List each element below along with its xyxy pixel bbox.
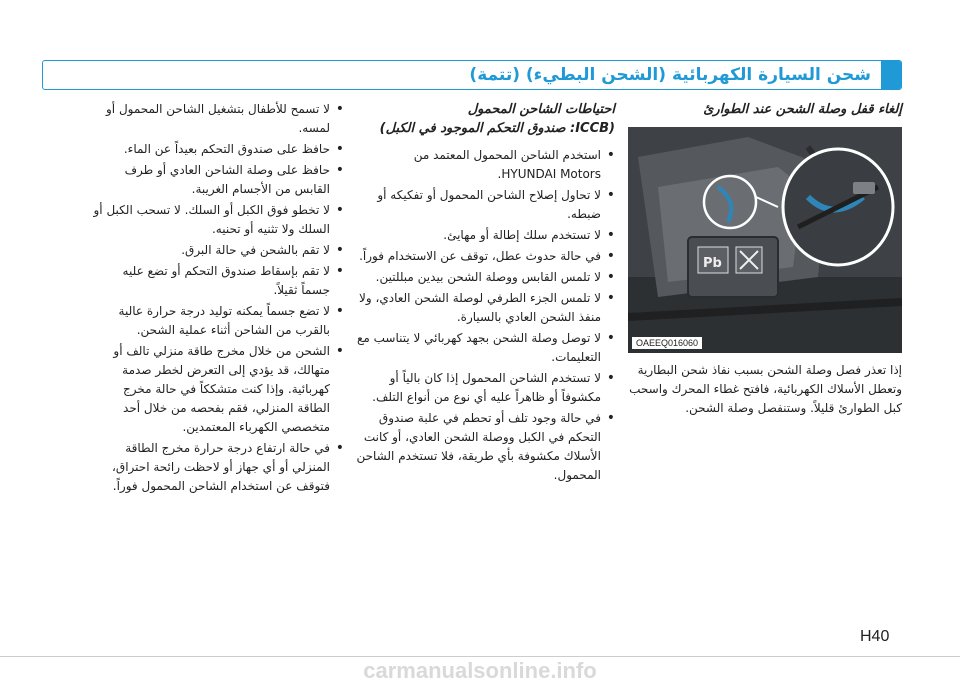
list-item: • استخدم الشاحن المحمول المعتمد من HYUNDAI Motors. <box>355 146 615 184</box>
list-item: • في حالة وجود تلف أو تحطم في علبة صندوق التحكم في الكبل ووصلة الشحن العادي، أو كانت الأسلاك مكشوفة بأي طريقة، فلا تستخدم الشاحن المحمول. <box>355 409 615 485</box>
list-item: • حافظ على صندوق التحكم بعيداً عن الماء. <box>92 140 344 159</box>
emergency-unlock-heading: إلغاء قفل وصلة الشحن عند الطوارئ <box>703 102 902 117</box>
pb-label: Pb <box>703 256 722 271</box>
list-item: • لا تضع جسماً يمكنه توليد درجة حرارة عالية بالقرب من الشاحن أثناء عملية الشحن. <box>92 302 344 340</box>
middle-column <box>355 100 615 487</box>
watermark: carmanualsonline.info <box>363 658 597 683</box>
portable-charger-precautions <box>355 146 615 485</box>
page-number: H40 <box>860 628 890 645</box>
list-item: • لا توصل وصلة الشحن بجهد كهربائي لا يتناسب مع التعليمات. <box>355 329 615 367</box>
engine-bay-photo <box>628 127 902 353</box>
list-item: • لا تحاول إصلاح الشاحن المحمول أو تفكيكه أو ضبطه. <box>355 186 615 224</box>
right-column <box>628 100 902 418</box>
footer-divider <box>0 656 960 657</box>
list-item: • لا تستخدم الشاحن المحمول إذا كان بالياً أو مكشوفاً أو ظاهراً عليه أي نوع من أنواع التلف. <box>355 369 615 407</box>
portable-charger-heading <box>355 100 615 138</box>
emergency-unlock-text: إذا تعذر فصل وصلة الشحن بسبب نفاذ شحن البطارية وتعطل الأسلاك الكهربائية، فافتح غطاء المحرك واسحب كبل الطوارئ قليلاً. وستنفصل وصلة الشحن. <box>629 363 902 415</box>
section-header <box>42 60 902 90</box>
list-item: • لا تقم بالشحن في حالة البرق. <box>92 241 344 260</box>
list-item: • لا تلمس الجزء الطرفي لوصلة الشحن العادي، ولا منفذ الشحن العادي بالسيارة. <box>355 289 615 327</box>
header-marker <box>881 61 901 89</box>
list-item: • في حالة حدوث عطل، توقف عن الاستخدام فوراً. <box>355 247 615 266</box>
charger-safety-list <box>92 100 344 496</box>
list-item: • لا تلمس القابس ووصلة الشحن بيدين مبللتين. <box>355 268 615 287</box>
list-item: • لا تقم بإسقاط صندوق التحكم أو تضع عليه جسماً ثقيلاً. <box>92 262 344 300</box>
list-item: • لا تسمح للأطفال بتشغيل الشاحن المحمول أو لمسه. <box>92 100 344 138</box>
photo-code: OAEEQ016060 <box>632 337 702 349</box>
list-item: • حافظ على وصلة الشاحن العادي أو طرف القابس من الأجسام الغريبة. <box>92 161 344 199</box>
list-item: • لا تستخدم سلك إطالة أو مهايئ. <box>355 226 615 245</box>
left-column <box>92 100 344 498</box>
section-title: شحن السيارة الكهربائية (الشحن البطيء) (تتمة) <box>469 65 871 85</box>
portable-charger-heading-line1: احتياطات الشاحن المحمول <box>467 102 615 117</box>
list-item: • لا تخطو فوق الكبل أو السلك. لا تسحب الكبل أو السلك ولا تثنيه أو تحنيه. <box>92 201 344 239</box>
list-item: • في حالة ارتفاع درجة حرارة مخرج الطاقة المنزلي أو أي جهاز أو لاحظت رائحة احتراق، فتوقف عن استخدام الشاحن المحمول فوراً. <box>92 439 344 496</box>
engine-bay-illustration <box>628 127 902 353</box>
portable-charger-heading-line2: (ICCB: صندوق التحكم الموجود في الكبل) <box>379 121 615 136</box>
list-item: • الشحن من خلال مخرج طاقة منزلي تالف أو متهالك، قد يؤدي إلى التعرض لخطر صدمة كهربائية. وإذا كنت متشككاً في حالة مخرج الطاقة المنزلي، فقم بفحصه من خلال أحد متخصصي الكهرباء المعتمدين. <box>92 342 344 437</box>
